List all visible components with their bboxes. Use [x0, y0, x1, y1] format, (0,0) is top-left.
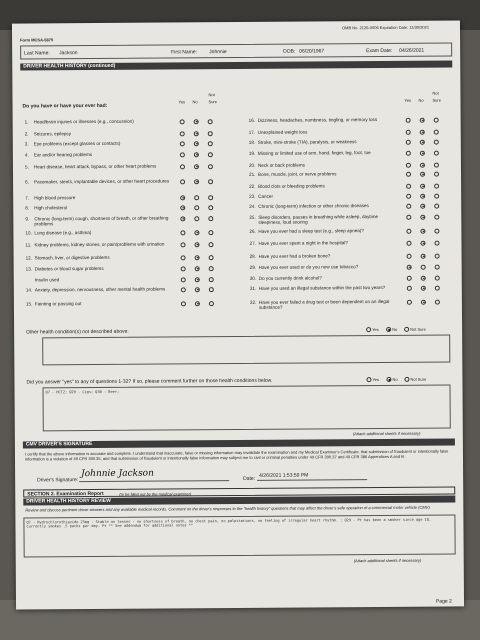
other-conditions-field[interactable]: [42, 335, 450, 366]
comment-field[interactable]: [43, 385, 451, 432]
answer-no-radio[interactable]: [194, 141, 199, 146]
other-no-radio[interactable]: [386, 327, 391, 332]
answer-no-radio[interactable]: [421, 253, 426, 258]
question-text: Do you currently drink alcohol?: [258, 275, 322, 281]
answer-notsure-radio[interactable]: [435, 299, 440, 304]
col-sure-right: Sure: [432, 97, 441, 103]
answer-no-radio[interactable]: [420, 183, 425, 188]
signature-date-label: Date:: [243, 475, 256, 482]
answer-yes-radio[interactable]: [180, 205, 185, 210]
question-text: High cholesterol: [34, 205, 68, 211]
answer-yes-radio[interactable]: [406, 228, 411, 233]
question-text: Head/brain injuries or illnesses (e.g., concussion): [33, 118, 134, 125]
question-text: Missing or limited use of arm, hand, finger, leg, foot, toe: [257, 150, 371, 156]
question-text: Insulin used: [34, 277, 60, 283]
answer-no-radio[interactable]: [194, 119, 199, 124]
omb-number: OMB No. 2126-0006 Expiration Date: 11/30/2021: [341, 24, 430, 31]
question-text: Diabetes or blood sugar problems: [34, 265, 104, 272]
answer-notsure-radio[interactable]: [208, 164, 213, 169]
col-sure-left: Sure: [208, 99, 217, 105]
answer-no-radio[interactable]: [420, 228, 425, 233]
answer-notsure-radio[interactable]: [208, 216, 213, 221]
question-number: 25.: [249, 214, 256, 220]
question-number: 32.: [249, 299, 257, 305]
question-number: 29.: [249, 264, 257, 270]
answer-notsure-radio[interactable]: [434, 171, 439, 176]
answer-yes-radio[interactable]: [180, 152, 185, 157]
question-number: 2.: [24, 131, 29, 137]
last-name-value: Jackson: [59, 50, 78, 57]
question-number: 16.: [248, 117, 256, 123]
answer-notsure-radio[interactable]: [434, 183, 439, 188]
question-text: Chronic (long-term) cough, shortness of breath, or other breathing problems: [34, 215, 169, 227]
answer-no-radio[interactable]: [420, 240, 425, 245]
signature-title: CMV DRIVER'S SIGNATURE: [23, 438, 455, 448]
comment-yes-label: Yes: [372, 377, 380, 383]
answer-no-radio[interactable]: [194, 152, 199, 157]
question-text: Have you used an illegal substance within the past two years?: [258, 284, 386, 291]
question-number: 12.: [25, 255, 33, 261]
answer-notsure-radio[interactable]: [209, 287, 214, 292]
question-text: Anxiety, depression, nervousness, other mental health problems: [34, 286, 166, 293]
answer-yes-radio[interactable]: [180, 179, 185, 184]
answer-no-radio[interactable]: [420, 162, 425, 167]
review-title: DRIVER HEALTH HISTORY REVIEW: [23, 495, 455, 505]
answer-notsure-radio[interactable]: [208, 230, 213, 235]
review-instructions: Review and discuss pertinent driver answers and any available medical records. Comment on the driver's responses to the "health history" questions that may affect the driver's safe operation of a commercial motor vehicle (CMV).: [25, 504, 431, 513]
comment-yes-radio[interactable]: [366, 377, 371, 382]
question-text: Heart disease, heart attack, bypass, or other heart problems: [33, 163, 157, 170]
section2-title: SECTION 2. Examination Report: [27, 490, 104, 498]
question-text: Seizures, epilepsy: [33, 131, 72, 137]
other-yes-radio[interactable]: [366, 327, 371, 332]
question-number: 14.: [25, 287, 33, 293]
date-line: [257, 479, 367, 481]
answer-notsure-radio[interactable]: [434, 129, 439, 134]
exam-date-label: Exam Date:: [366, 47, 393, 55]
other-not-sure-label: Not Sure: [410, 326, 426, 332]
question-number: 27.: [249, 240, 256, 246]
comment-no-radio[interactable]: [386, 377, 391, 382]
question-number: 9.: [25, 216, 30, 222]
patient-row: [20, 42, 452, 59]
history-title: DRIVER HEALTH HISTORY (continued): [20, 60, 452, 70]
answer-yes-radio[interactable]: [407, 285, 412, 290]
question-text: High blood pressure: [34, 195, 76, 201]
col-yes-left: Yes: [178, 99, 186, 105]
answer-yes-radio[interactable]: [406, 129, 411, 134]
question-text: Kidney problems, kidney stones, or pain/problems with urination: [34, 241, 165, 248]
form-page: [12, 20, 464, 609]
answer-yes-radio[interactable]: [406, 214, 411, 219]
page-number: Page 2: [435, 598, 452, 605]
question-text: Unexplained weight loss: [257, 129, 308, 135]
comment-not-sure-label: Not Sure: [410, 376, 427, 382]
question-text: Sleep disorders, pauses in breathing while asleep, daytime sleepiness, loud snoring: [258, 214, 379, 226]
answer-yes-radio[interactable]: [181, 255, 186, 260]
question-number: 6.: [25, 179, 29, 185]
comment-text: Q7 - HCTZ; Q29 - Cigs; Q30 - Beer;: [45, 389, 120, 395]
answer-yes-radio[interactable]: [180, 131, 185, 136]
answer-notsure-radio[interactable]: [434, 214, 439, 219]
answer-notsure-radio[interactable]: [209, 255, 214, 260]
answer-yes-radio[interactable]: [406, 117, 411, 122]
question-text: Pacemaker, stents, implantable devices, or other heart procedures: [34, 178, 170, 185]
question-number: 17.: [248, 129, 256, 135]
answer-no-radio[interactable]: [195, 255, 200, 260]
answer-yes-radio[interactable]: [181, 287, 186, 292]
comment-no-label: No: [392, 376, 398, 382]
answer-no-radio[interactable]: [421, 264, 426, 269]
answer-yes-radio[interactable]: [180, 164, 185, 169]
answer-yes-radio[interactable]: [406, 240, 411, 245]
answer-no-radio[interactable]: [194, 242, 199, 247]
last-name-label: Last Name:: [24, 50, 50, 57]
answer-notsure-radio[interactable]: [434, 228, 439, 233]
question-number: 15.: [25, 301, 33, 307]
question-number: 30.: [249, 275, 257, 281]
exam-date-value: 04/26/2021: [399, 47, 425, 54]
answer-no-radio[interactable]: [194, 205, 199, 210]
answer-yes-radio[interactable]: [180, 119, 185, 124]
answer-notsure-radio[interactable]: [208, 205, 213, 210]
question-number: 23.: [249, 193, 256, 199]
question-text: Have you ever used or do you now use tobacco?: [258, 264, 359, 270]
answer-notsure-radio[interactable]: [434, 203, 439, 208]
question-text: Stomach, liver, or digestive problems: [34, 254, 110, 261]
driver-signature: Johnnie Jackson: [81, 468, 154, 480]
answer-notsure-radio[interactable]: [434, 117, 439, 122]
answer-no-radio[interactable]: [194, 164, 199, 169]
answer-notsure-radio[interactable]: [435, 285, 440, 290]
question-text: Eye problems (except glasses or contacts): [33, 140, 121, 147]
answer-notsure-radio[interactable]: [435, 264, 440, 269]
question-number: 22.: [249, 183, 256, 189]
answer-notsure-radio[interactable]: [209, 266, 214, 271]
question-number: 19.: [248, 150, 256, 156]
question-text: Neck or back problems: [257, 162, 305, 168]
question-number: 3.: [24, 141, 29, 147]
comment-not-sure-radio[interactable]: [404, 377, 409, 382]
answer-no-radio[interactable]: [195, 301, 200, 306]
answer-no-radio[interactable]: [195, 266, 200, 271]
question-text: Have you ever spent a night in the hospital?: [258, 240, 348, 246]
question-number: 13.: [25, 266, 33, 272]
other-conditions-label: Other health condition(s) not described above:: [26, 328, 129, 336]
answer-no-radio[interactable]: [420, 117, 425, 122]
col-no-left: No: [192, 99, 198, 105]
answer-yes-radio[interactable]: [181, 266, 186, 271]
col-yes-right: Yes: [404, 97, 412, 103]
col-not-left: Not: [208, 92, 215, 98]
answer-yes-radio[interactable]: [406, 193, 411, 198]
question-text: Fainting or passing out: [34, 301, 82, 307]
answer-no-radio[interactable]: [420, 193, 425, 198]
answer-notsure-radio[interactable]: [434, 162, 439, 167]
question-text: Have you ever had a sleep test (e.g., sleep apnea)?: [258, 228, 364, 234]
answer-notsure-radio[interactable]: [209, 301, 214, 306]
question-number: 4.: [24, 152, 29, 158]
answer-yes-radio[interactable]: [180, 195, 185, 200]
answer-yes-radio[interactable]: [407, 275, 412, 280]
answer-notsure-radio[interactable]: [434, 139, 439, 144]
col-no-right: No: [418, 97, 424, 103]
dob-label: DOB:: [283, 48, 296, 55]
question-number: 7.: [25, 195, 30, 201]
answer-yes-radio[interactable]: [406, 150, 411, 155]
other-no-label: No: [392, 326, 398, 332]
question-number: 26.: [249, 228, 256, 234]
question-number: 28.: [249, 253, 256, 259]
answer-yes-radio[interactable]: [180, 141, 185, 146]
first-name-value: Johnnie: [209, 49, 227, 56]
answer-yes-radio[interactable]: [181, 277, 186, 282]
question-text: Lung disease (e.g., asthma): [34, 230, 92, 236]
answer-no-radio[interactable]: [195, 277, 200, 282]
question-text: Have you ever had a broken bone?: [258, 253, 331, 259]
answer-notsure-radio[interactable]: [434, 193, 439, 198]
question-number: 18.: [248, 139, 256, 145]
answer-yes-radio[interactable]: [181, 301, 186, 306]
form-number: Form MCSA-5875: [20, 37, 54, 43]
question-number: 31.: [249, 285, 257, 291]
answer-notsure-radio[interactable]: [208, 141, 213, 146]
answer-yes-radio[interactable]: [180, 230, 185, 235]
answer-no-radio[interactable]: [420, 171, 425, 176]
answer-yes-radio[interactable]: [407, 264, 412, 269]
signature-label: Driver's Signature:: [37, 477, 79, 484]
question-number: 8.: [25, 205, 30, 211]
question-number: 11.: [25, 242, 32, 248]
answer-no-radio[interactable]: [194, 216, 199, 221]
answer-yes-radio[interactable]: [180, 216, 185, 221]
answer-notsure-radio[interactable]: [209, 277, 214, 282]
answer-no-radio[interactable]: [420, 214, 425, 219]
first-name-label: First Name:: [171, 49, 198, 56]
question-text: Ear and/or hearing problems: [33, 152, 93, 158]
answer-yes-radio[interactable]: [406, 171, 411, 176]
answer-yes-radio[interactable]: [406, 162, 411, 167]
attach-note-1: (Attach additional sheets if necessary): [352, 430, 421, 437]
review-notes-field[interactable]: [23, 514, 455, 557]
answer-yes-radio[interactable]: [180, 242, 185, 247]
answer-notsure-radio[interactable]: [208, 131, 213, 136]
question-text: Dizziness, headaches, numbness, tingling, or memory loss: [257, 117, 378, 123]
answer-no-radio[interactable]: [194, 179, 199, 184]
question-number: 10.: [25, 230, 32, 236]
question-header: Do you have or have your ever had:: [22, 102, 108, 110]
question-text: Have you ever failed a drug test or been dependent on an illegal substance?: [258, 298, 390, 311]
answer-no-radio[interactable]: [420, 203, 425, 208]
question-number: 21.: [249, 171, 256, 177]
answer-yes-radio[interactable]: [406, 203, 411, 208]
review-notes: Q7 - Hydrochlorothiazide 25mg - Stable on lenses - no shortness of breath, no chest pain, no palpitations, no feeling of irregular heart rhythm. ; Q29 - Pt has been a smoker since age 18. Currently smokes .5 packs per day. Pt ** See addendum for additional notes **: [26, 517, 432, 529]
other-yes-label: Yes: [372, 327, 379, 333]
certification-text: I certify that the above information is accurate and complete. I understand that inaccurate, false or missing information may invalidate the examination and my Medical Examiner's Certificate, that submission of fraudulent or intentionally false information is a violation of 49 CFR 390.35, and that submission of fraudulent or intentionally false information may subject me to civil or criminal penalties under 49 CFR 390.37 and 49 CFR 386 Appendices A and B.: [24, 448, 449, 462]
answer-yes-radio[interactable]: [406, 139, 411, 144]
answer-no-radio[interactable]: [420, 150, 425, 155]
answer-notsure-radio[interactable]: [208, 119, 213, 124]
answer-no-radio[interactable]: [194, 230, 199, 235]
question-text: Stroke, mini-stroke (TIA), paralysis, or weakness: [257, 139, 357, 145]
section2-subtitle: (to be filled out by the medical examiner): [119, 490, 192, 497]
answer-yes-radio[interactable]: [406, 183, 411, 188]
answer-notsure-radio[interactable]: [435, 253, 440, 258]
question-number: 20.: [248, 162, 256, 168]
answer-yes-radio[interactable]: [407, 299, 412, 304]
question-number: 24.: [249, 203, 256, 209]
col-not-right: Not: [432, 90, 439, 96]
question-text: Bone, muscle, joint, or nerve problems: [258, 171, 337, 177]
question-text: Blood clots or bleeding problems: [258, 183, 325, 189]
question-number: 1.: [24, 119, 29, 125]
comment-label: Did you answer "yes" to any of questions 1-32? If so, please comment further on those health conditions below.: [26, 377, 273, 386]
answer-notsure-radio[interactable]: [208, 152, 213, 157]
signature-date-value: 4/26/2021 1:53:59 PM: [259, 472, 309, 479]
dob-value: 06/20/1967: [299, 48, 325, 55]
answer-no-radio[interactable]: [194, 131, 199, 136]
question-text: Cancer: [258, 193, 274, 199]
answer-no-radio[interactable]: [421, 299, 426, 304]
answer-no-radio[interactable]: [420, 139, 425, 144]
answer-yes-radio[interactable]: [407, 253, 412, 258]
answer-no-radio[interactable]: [194, 195, 199, 200]
question-number: 5.: [24, 164, 29, 170]
answer-notsure-radio[interactable]: [208, 179, 213, 184]
answer-notsure-radio[interactable]: [208, 195, 213, 200]
answer-notsure-radio[interactable]: [434, 240, 439, 245]
answer-no-radio[interactable]: [195, 287, 200, 292]
answer-no-radio[interactable]: [420, 129, 425, 134]
other-not-sure-radio[interactable]: [404, 327, 409, 332]
answer-notsure-radio[interactable]: [435, 275, 440, 280]
answer-notsure-radio[interactable]: [208, 242, 213, 247]
attach-note-2: (Attach additional sheets if necessary): [353, 557, 422, 564]
answer-no-radio[interactable]: [421, 275, 426, 280]
question-text: Chronic (long-term) infection or other chronic diseases: [258, 203, 369, 209]
answer-no-radio[interactable]: [421, 285, 426, 290]
answer-notsure-radio[interactable]: [434, 150, 439, 155]
signature-line: [79, 480, 229, 482]
